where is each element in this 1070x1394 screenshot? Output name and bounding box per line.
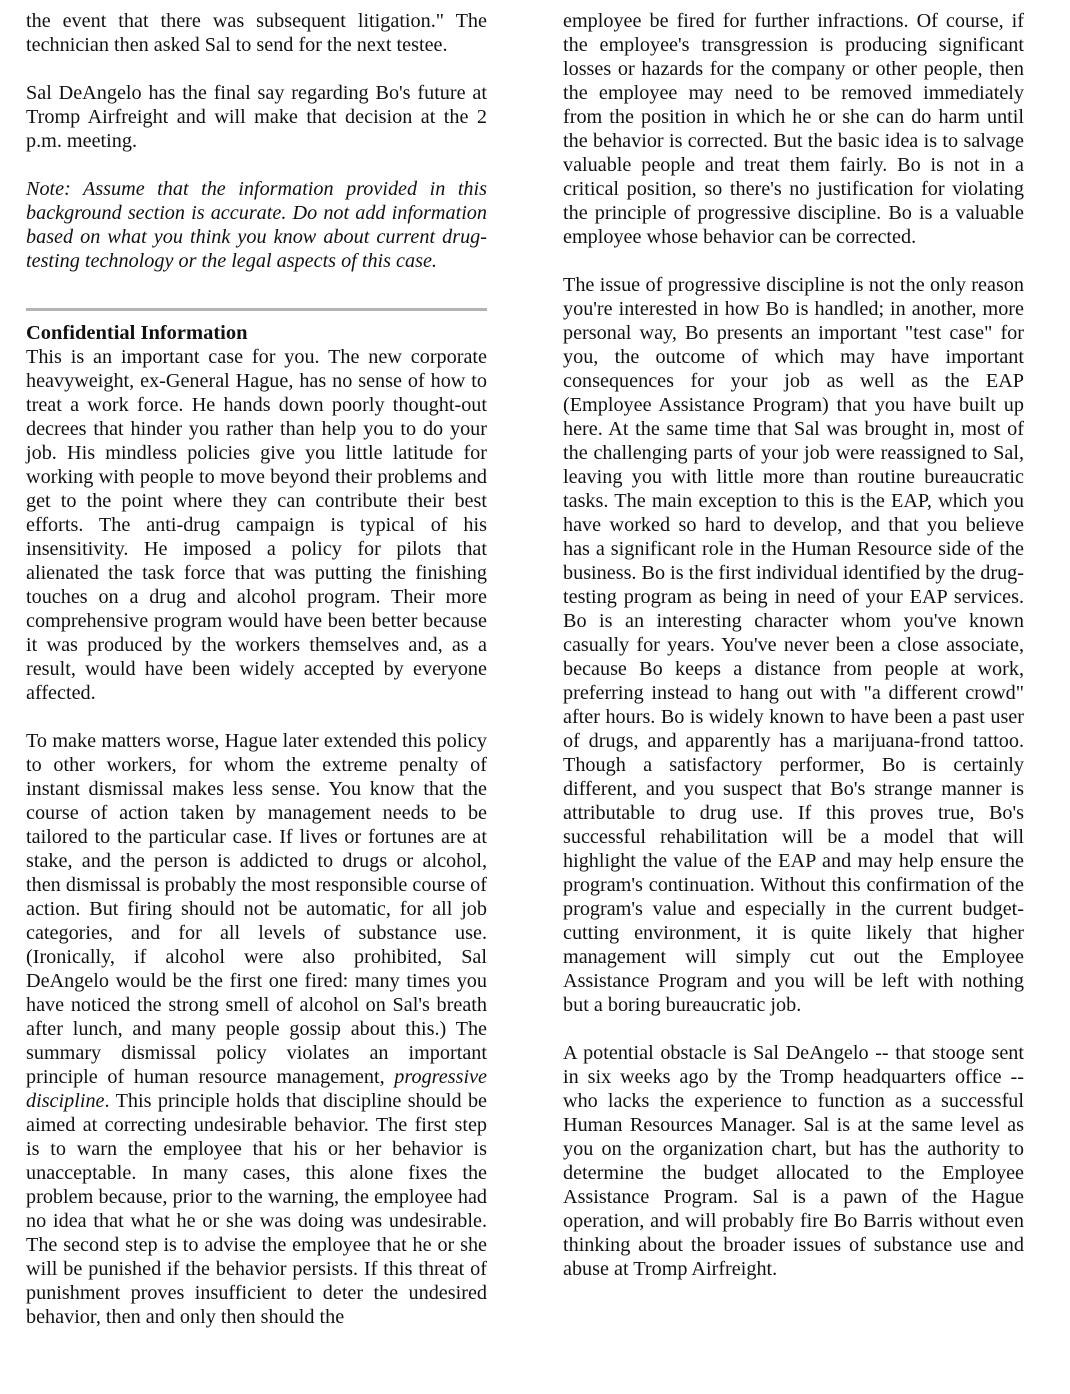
left-column: [26, 9, 487, 1329]
paragraph-litigation: the event that there was subsequent litigation." The technician then asked Sal to send for the next testee.: [26, 10, 487, 56]
paragraph-obstacle: A potential obstacle is Sal DeAngelo -- that stooge sent in six weeks ago by the Tromp headquarters office -- who lacks the experience to function as a successful Human Resources Manager. Sal is at the same level as you on the organization chart, but has the authority to determine the budget allocated to the Employee Assistance Program. Sal is a pawn of the Hague operation, and will probably fire Bo Barris without even thinking about the broader issues of substance use and abuse at Tromp Airfreight.: [563, 1042, 1024, 1280]
paragraph-text-end: . This principle holds that discipline should be aimed at correcting undesirable behavior. The first step is to warn the employee that his or her behavior is unacceptable. In many cases, this alone fixes the problem because, prior to the warning, the employee had no idea that what he or she was doing was undesirable. The second step is to advise the employee that he or she will be punished if the behavior persists. If this threat of punishment proves insufficient to deter the undesired behavior, then and only then should the: [26, 1090, 487, 1328]
emphasized-term: progressive discipline: [26, 1066, 487, 1112]
paragraph-test-case: The issue of progressive discipline is not the only reason you're interested in how Bo is handled; in another, more personal way, Bo presents an important "test case" for you, the outcome of which may have important consequences for your job as well as the EAP (Employee Assistance Program) that you have built up here. At the same time that Sal was brought in, most of the challenging parts of your job were reassigned to Sal, leaving you with little more than routine bureaucratic tasks. The main exception to this is the EAP, which you have worked so hard to develop, and that you believe has a significant role in the Human Resource side of the business. Bo is the first individual identified by the drug-testing program as being in need of your EAP services. Bo is an interesting character whom you've known casually for years. You've never been a close associate, because Bo keeps a distance from people at work, preferring instead to hang out with "a different crowd" after hours. Bo is widely known to have been a past user of drugs, and apparently has a marijuana-frond tattoo. Though a satisfactory performer, Bo is certainly different, and you suspect that Bo's strange manner is attributable to drug use. If this proves true, Bo's successful rehabilitation will be a model that will highlight the value of the EAP and may help ensure the program's continuation. Without this confirmation of the program's value and especially in the current budget-cutting environment, it is quite likely that higher management will simply cut out the Employee Assistance Program and you will be left with nothing but a boring bureaucratic job.: [563, 274, 1024, 1016]
paragraph-text-start: To make matters worse, Hague later extended this policy to other workers, for whom the extreme penalty of instant dismissal makes less sense. You know that the course of action taken by management needs to be tailored to the particular case. If lives or fortunes are at stake, and the person is addicted to drugs or alcohol, then dismissal is probably the most responsible course of action. But firing should not be automatic, for all job categories, and for all levels of substance use. (Ironically, if alcohol were also prohibited, Sal DeAngelo would be the first one fired: many times you have noticed the strong smell of alcohol on Sal's breath after lunch, and many people gossip about this.) The summary dismissal policy violates an important principle of human resource management,: [26, 730, 487, 1088]
paragraph-progressive-discipline: [26, 729, 487, 1329]
background-note: Note: Assume that the information provided in this background section is accurate. Do not add information based on what you think you know about current drug-testing technology or the legal aspects of this case.: [26, 178, 487, 272]
section-heading: Confidential Information: [26, 322, 248, 344]
paragraph-employee-fired: employee be fired for further infractions. Of course, if the employee's transgression is producing significant losses or hazards for the company or other people, then the employee may need to be removed immediately from the position in which he or she can do harm until the behavior is corrected. But the basic idea is to salvage valuable people and treat them fairly. Bo is not in a critical position, so there's no justification for violating the principle of progressive discipline. Bo is a valuable employee whose behavior can be corrected.: [563, 10, 1024, 248]
right-column: [563, 9, 1024, 1281]
section-divider: [26, 308, 487, 311]
paragraph-final-say: Sal DeAngelo has the final say regarding Bo's future at Tromp Airfreight and will make that decision at the 2 p.m. meeting.: [26, 82, 487, 152]
paragraph-important-case: This is an important case for you. The new corporate heavyweight, ex-General Hague, has no sense of how to treat a work force. He hands down poorly thought-out decrees that hinder you rather than help you to do your job. His mindless policies give you little latitude for working with people to move beyond their problems and get to the point where they can contribute their best efforts. The anti-drug campaign is typical of his insensitivity. He imposed a policy for pilots that alienated the task force that was putting the finishing touches on a drug and alcohol program. Their more comprehensive program would have been better because it was produced by the workers themselves and, as a result, would have been widely accepted by everyone affected.: [26, 346, 487, 704]
